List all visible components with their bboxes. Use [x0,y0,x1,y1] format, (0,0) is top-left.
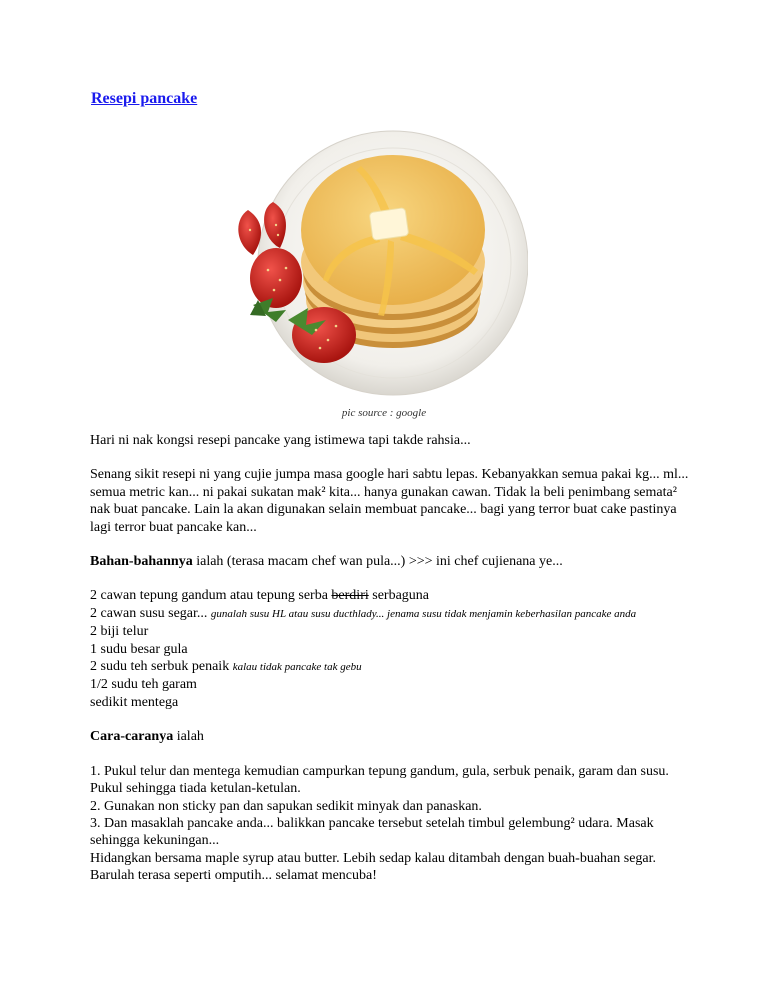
ingredients-list [90,587,690,711]
step-item: 2. Gunakan non sticky pan dan sapukan sedikit minyak dan panaskan. [90,798,482,814]
ingredient-item: 1/2 sudu teh garam [90,677,197,693]
ingredients-heading-rest: ialah (terasa macam chef wan pula...) >>> ini chef cujienana ye... [192,554,563,570]
step-item: Hidangkan bersama maple syrup atau butter. Lebih sedap kalau ditambah dengan buah-buahan segar. Barulah terasa seperti omputih... selamat mencuba! [90,850,657,884]
steps-heading [90,728,690,745]
intro-paragraph: Hari ni nak kongsi resepi pancake yang istimewa tapi takde rahsia... [90,433,471,448]
ingredient-item [90,658,690,676]
ingredient-item [90,587,690,604]
ingredient-note: gunalah susu HL atau susu ducthlady... jenama susu tidak menjamin keberhasilan pancake anda [210,607,637,620]
post-title-link[interactable]: Resepi pancake [91,90,198,107]
ingredient-text: serbaguna [368,588,430,604]
step-item: 3. Dan masaklah pancake anda... balikkan pancake tersebut setelah timbul gelembung² udara. Masak sehingga kekuningan... [90,815,654,849]
ingredient-item: 1 sudu besar gula [90,641,188,657]
ingredient-item: 2 biji telur [90,624,149,640]
ingredient-text: 2 sudu teh serbuk penaik [90,659,233,675]
description-paragraph: Senang sikit resepi ni yang cujie jumpa masa google hari sabtu lepas. Kebanyakkan semua pakai kg... ml... semua metric kan... ni pakai sukatan mak² kita... hanya gunakan cawan. Tidak la beli penimbang semata² nak buat pancake. Lain la akan digunakan selain membuat pancake... bagi yang terror buat cake pastinya lagi terror buat pancake kan... [90,467,689,535]
ingredient-text: 2 cawan tepung gandum atau tepung serba [90,588,332,604]
ingredient-text: 2 cawan susu segar... [90,605,211,621]
ingredients-heading-bold: Bahan-bahannya [90,554,193,570]
ingredients-heading [90,553,690,570]
article-body [90,432,690,902]
step-item: 1. Pukul telur dan mentega kemudian campurkan tepung gandum, gula, serbuk penaik, garam dan susu. Pukul sehingga tiada ketulan-ketulan. [90,763,669,797]
image-caption: pic source : google [341,407,427,419]
steps-heading-bold: Cara-caranya [90,729,174,745]
steps-heading-rest: ialah [173,729,204,745]
steps-list [90,763,690,885]
ingredient-item: sedikit mentega [90,694,179,710]
struck-word: berdiri [331,588,369,604]
pancake-photo [228,130,528,405]
ingredient-item [90,605,690,623]
ingredient-note: kalau tidak pancake tak gebu [232,661,362,674]
